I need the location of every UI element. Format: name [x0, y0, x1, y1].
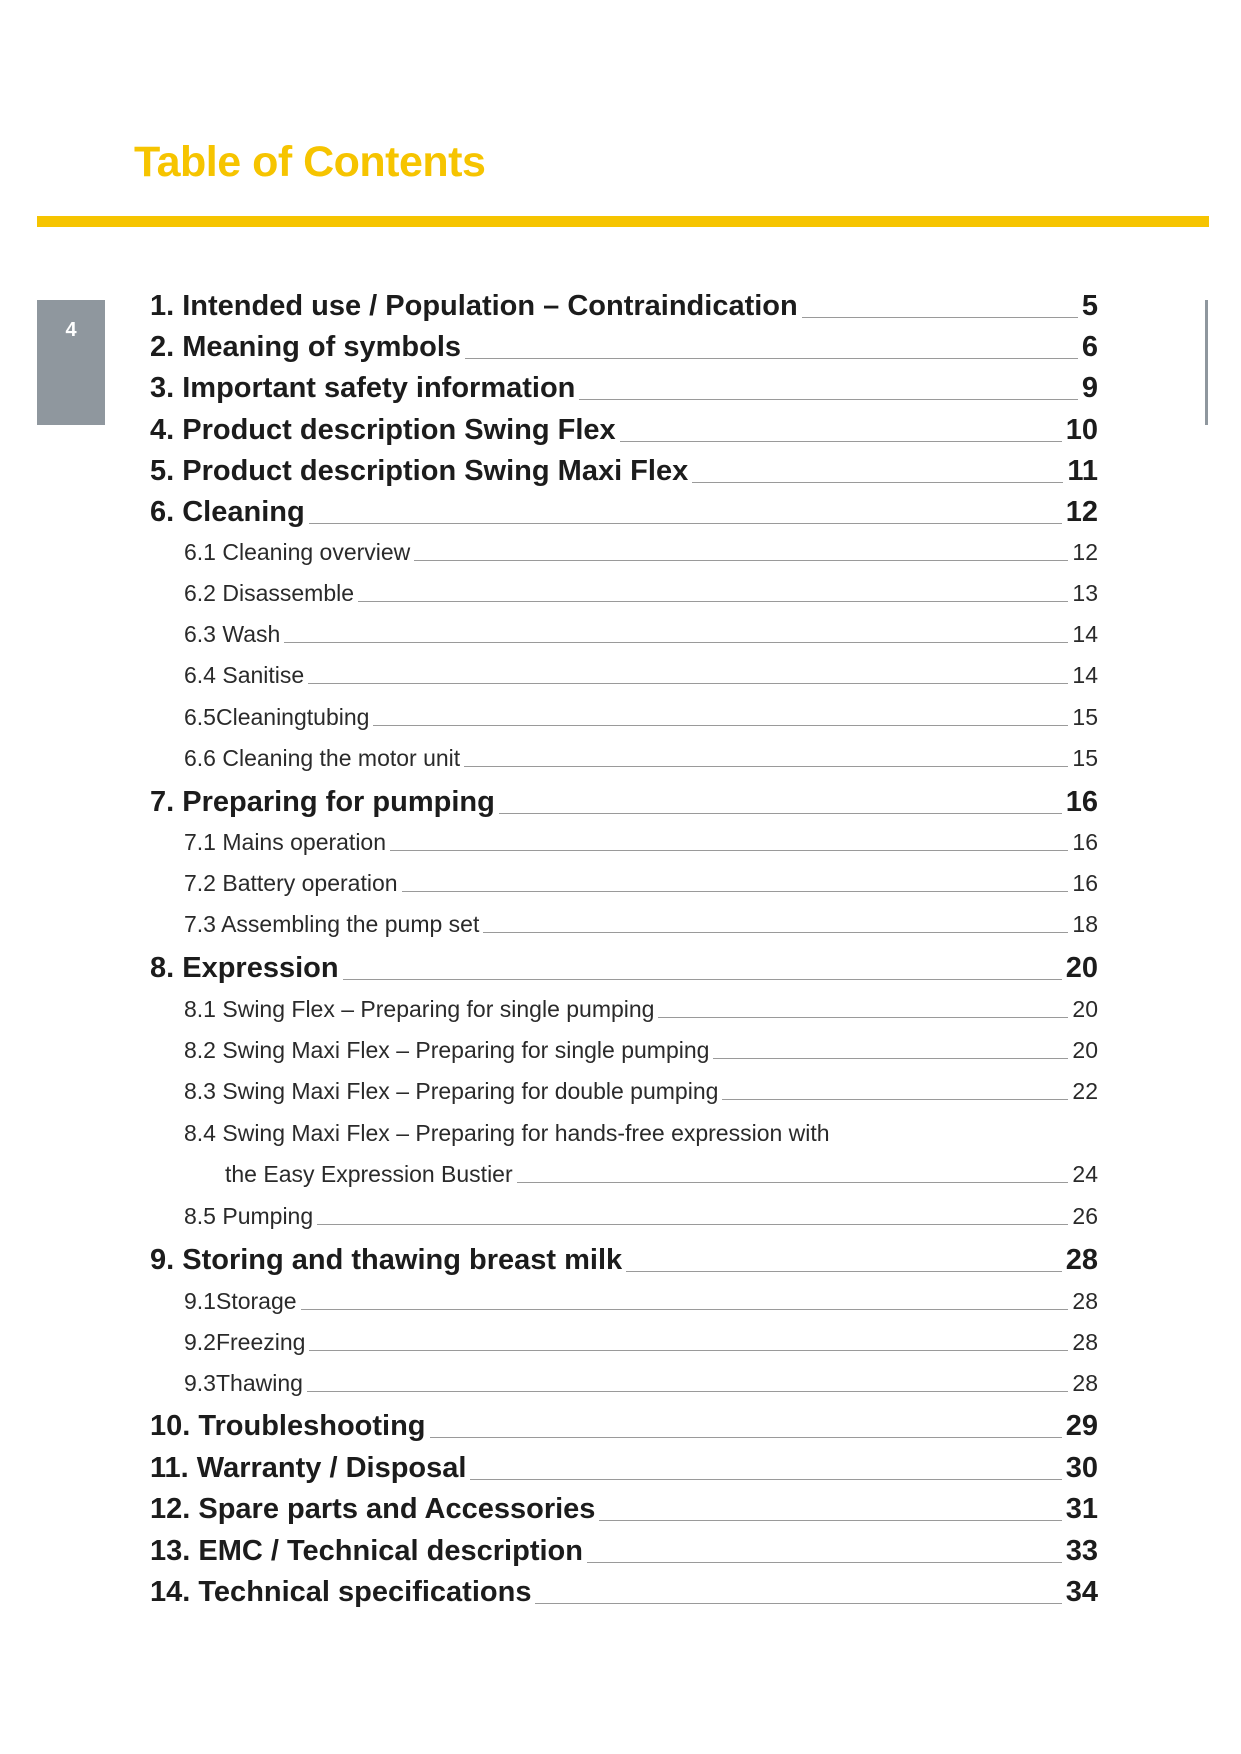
toc-entry-page: 29: [1065, 1410, 1098, 1442]
leader-line: [307, 1391, 1068, 1392]
toc-entry-page: 6: [1081, 331, 1098, 363]
toc-entry-page: 26: [1072, 1203, 1098, 1229]
page-title: Table of Contents: [134, 138, 486, 186]
leader-line: [402, 891, 1069, 892]
margin-marker: [1205, 300, 1208, 425]
toc-entry-page: 9: [1081, 372, 1098, 404]
toc-entry-label: 14. Technical specifications: [150, 1576, 532, 1608]
toc-entry-label: 7.3 Assembling the pump set: [184, 911, 480, 937]
toc-entry-label: 13. EMC / Technical description: [150, 1535, 583, 1567]
toc-entry[interactable]: [184, 870, 1098, 897]
page-number: 4: [65, 319, 77, 341]
toc-entry[interactable]: [150, 1576, 1098, 1609]
toc-entry-label: 1. Intended use / Population – Contraindication: [150, 290, 798, 322]
toc-entry-page: 31: [1065, 1493, 1098, 1525]
toc-entry-page: 14: [1072, 662, 1098, 688]
toc-entry[interactable]: [150, 1244, 1098, 1277]
toc-entry[interactable]: [184, 662, 1098, 689]
toc-entry[interactable]: [184, 1037, 1098, 1064]
toc-entry-label: 8.4 Swing Maxi Flex – Preparing for hands-free expression with: [184, 1120, 830, 1146]
toc-entry-page: 20: [1065, 952, 1098, 984]
toc-entry-label: 8.2 Swing Maxi Flex – Preparing for single pumping: [184, 1037, 710, 1063]
toc-entry-label: 3. Important safety information: [150, 372, 576, 404]
toc-entry-page: 33: [1065, 1535, 1098, 1567]
toc-entry[interactable]: [184, 1288, 1098, 1315]
leader-line: [587, 1562, 1062, 1563]
leader-line: [713, 1058, 1068, 1059]
toc-entry[interactable]: [184, 539, 1098, 566]
toc-entry-page: 12: [1065, 496, 1098, 528]
leader-line: [308, 683, 1068, 684]
toc-entry-page: 28: [1072, 1329, 1098, 1355]
toc-entry-page: 14: [1072, 621, 1098, 647]
toc-entry[interactable]: [184, 829, 1098, 856]
leader-line: [599, 1520, 1061, 1521]
toc-entry[interactable]: [150, 1493, 1098, 1526]
leader-line: [301, 1309, 1069, 1310]
leader-line: [722, 1099, 1068, 1100]
toc-entry-page: 28: [1065, 1244, 1098, 1276]
toc-entry[interactable]: [150, 372, 1098, 405]
page-number-tab: [37, 300, 105, 425]
toc-entry-label: 11. Warranty / Disposal: [150, 1452, 467, 1484]
toc-entry[interactable]: [150, 1452, 1098, 1485]
leader-line: [579, 399, 1077, 400]
toc-entry-label: 6.4 Sanitise: [184, 662, 305, 688]
toc-entry-label: 8.1 Swing Flex – Preparing for single pumping: [184, 996, 655, 1022]
toc-entry-page: 18: [1072, 911, 1098, 937]
toc-entry[interactable]: [150, 952, 1098, 985]
toc-entry[interactable]: [184, 1120, 1098, 1147]
toc-entry-page: 12: [1072, 539, 1098, 565]
toc-entry-page: 13: [1072, 580, 1098, 606]
toc-entry-label: 6.6 Cleaning the motor unit: [184, 745, 461, 771]
leader-line: [317, 1224, 1068, 1225]
toc-entry-label: 7. Preparing for pumping: [150, 786, 495, 818]
toc-entry-label: 9.3Thawing: [184, 1370, 303, 1396]
leader-line: [430, 1437, 1062, 1438]
toc-entry[interactable]: [150, 1535, 1098, 1568]
leader-line: [692, 482, 1063, 483]
leader-line: [626, 1271, 1062, 1272]
toc-entry-page: 11: [1067, 455, 1098, 487]
toc-entry-label: 8.5 Pumping: [184, 1203, 314, 1229]
leader-line: [309, 523, 1062, 524]
toc-entry[interactable]: [184, 704, 1098, 731]
toc-entry-label: 6.2 Disassemble: [184, 580, 355, 606]
toc-entry-label: 7.2 Battery operation: [184, 870, 398, 896]
toc-entry-page: 5: [1081, 290, 1098, 322]
toc-entry-page: 16: [1072, 870, 1098, 896]
toc-entry-page: 28: [1072, 1370, 1098, 1396]
toc-entry[interactable]: [184, 580, 1098, 607]
toc-entry-label: 6.3 Wash: [184, 621, 281, 647]
toc-entry-label: 9.1Storage: [184, 1288, 297, 1314]
toc-entry-page: 20: [1072, 996, 1098, 1022]
leader-line: [284, 642, 1068, 643]
toc-entry-page: 16: [1065, 786, 1098, 818]
leader-line: [802, 317, 1078, 318]
toc-entry[interactable]: [184, 1329, 1098, 1356]
leader-line: [390, 850, 1068, 851]
toc-entry[interactable]: [184, 911, 1098, 938]
toc-entry-label: 7.1 Mains operation: [184, 829, 387, 855]
toc-entry-page: 22: [1072, 1078, 1098, 1104]
leader-line: [483, 932, 1068, 933]
leader-line: [499, 813, 1062, 814]
leader-line: [535, 1603, 1061, 1604]
toc-entry-label: 9. Storing and thawing breast milk: [150, 1244, 623, 1276]
toc-entry-page: 24: [1072, 1161, 1098, 1187]
title-underline: [37, 216, 1209, 227]
toc-entry-page: 20: [1072, 1037, 1098, 1063]
toc-entry-label: the Easy Expression Bustier: [225, 1161, 513, 1187]
toc-entry[interactable]: [184, 1078, 1098, 1105]
toc-entry-label: 4. Product description Swing Flex: [150, 414, 616, 446]
toc-entry-page: 30: [1065, 1452, 1098, 1484]
toc-entry-page: 16: [1072, 829, 1098, 855]
leader-line: [658, 1017, 1068, 1018]
leader-line: [343, 979, 1062, 980]
toc-entry-page: 34: [1065, 1576, 1098, 1608]
leader-line: [470, 1479, 1061, 1480]
leader-line: [373, 725, 1068, 726]
leader-line: [309, 1350, 1068, 1351]
toc-entry-label: 2. Meaning of symbols: [150, 331, 461, 363]
toc-entry-label: 6.1 Cleaning overview: [184, 539, 411, 565]
toc-entry[interactable]: [150, 414, 1098, 447]
toc-entry[interactable]: [184, 996, 1098, 1023]
toc-entry-label: 8.3 Swing Maxi Flex – Preparing for double pumping: [184, 1078, 719, 1104]
toc-entry-label: 6. Cleaning: [150, 496, 305, 528]
toc-entry[interactable]: [150, 786, 1098, 819]
toc-entry[interactable]: [184, 621, 1098, 648]
toc-entry-label: 10. Troubleshooting: [150, 1410, 426, 1442]
toc-entry[interactable]: [150, 290, 1098, 323]
toc-entry-label: 6.5Cleaningtubing: [184, 704, 370, 730]
toc-entry[interactable]: [150, 455, 1098, 488]
toc-entry[interactable]: [150, 1410, 1098, 1443]
toc-entry[interactable]: [184, 745, 1098, 772]
leader-line: [464, 766, 1068, 767]
toc-entry-page: 15: [1072, 704, 1098, 730]
toc-entry[interactable]: [225, 1161, 1098, 1188]
toc-entry-label: 9.2Freezing: [184, 1329, 306, 1355]
toc-entry[interactable]: [184, 1203, 1098, 1230]
leader-line: [517, 1182, 1069, 1183]
toc-entry-label: 12. Spare parts and Accessories: [150, 1493, 596, 1525]
toc-entry-label: 5. Product description Swing Maxi Flex: [150, 455, 689, 487]
leader-line: [414, 560, 1068, 561]
toc-entry[interactable]: [184, 1370, 1098, 1397]
leader-line: [358, 601, 1068, 602]
toc-entry[interactable]: [150, 331, 1098, 364]
leader-line: [620, 441, 1062, 442]
toc-entry-page: 15: [1072, 745, 1098, 771]
toc-entry-page: 28: [1072, 1288, 1098, 1314]
toc-entry[interactable]: [150, 496, 1098, 529]
toc-entry-label: 8. Expression: [150, 952, 339, 984]
leader-line: [465, 358, 1078, 359]
toc-entry-page: 10: [1065, 414, 1098, 446]
